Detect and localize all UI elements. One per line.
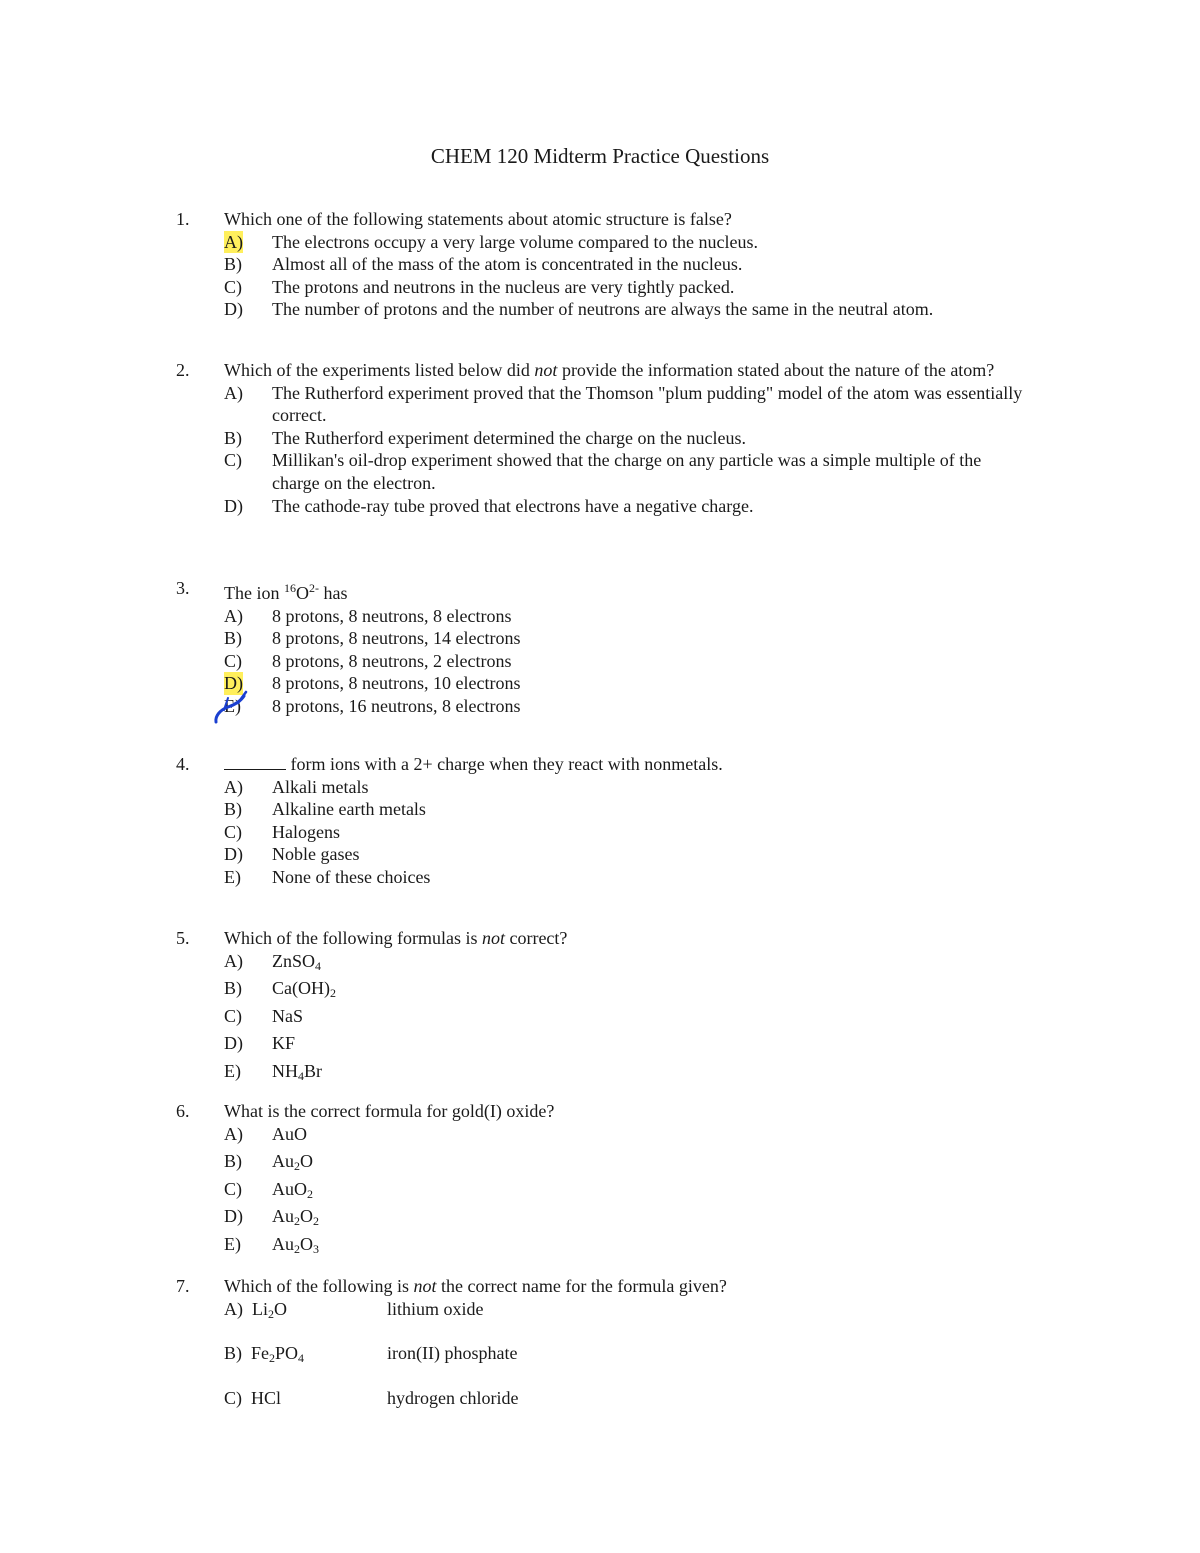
option-label: D) <box>224 1033 243 1054</box>
option-text: The electrons occupy a very large volume compared to the nucleus. <box>272 231 758 252</box>
formula-part: Fe <box>251 1343 269 1364</box>
option-a <box>224 1123 1024 1151</box>
option-label: A) <box>224 605 243 626</box>
option-text: The protons and neutrons in the nucleus are very tightly packed. <box>272 276 735 297</box>
option-b <box>224 427 1024 450</box>
option-label: A) <box>224 950 243 971</box>
chemical-formula <box>272 1205 1024 1233</box>
question-number: 3. <box>176 578 190 598</box>
chemical-formula <box>224 1342 304 1370</box>
option-label: B) <box>224 427 242 448</box>
question-text <box>224 577 1024 605</box>
formula-part: O <box>300 1233 313 1254</box>
chemical-formula <box>272 1005 1024 1033</box>
option-text: The cathode-ray tube proved that electrons have a negative charge. <box>272 495 754 516</box>
option-label: C) <box>224 1178 242 1199</box>
option-e <box>224 1233 1024 1261</box>
fill-in-blank <box>224 754 286 770</box>
formula-subscript: 2 <box>294 1214 300 1229</box>
formula-subscript: 4 <box>298 1068 304 1083</box>
option-b <box>224 627 1024 650</box>
option-d <box>224 495 1024 518</box>
question-6 <box>0 1100 1200 1261</box>
ion-charge: 2- <box>309 581 319 595</box>
option-label: D) <box>224 844 243 865</box>
formula-subscript: 2 <box>329 986 336 1001</box>
option-text: Alkali metals <box>272 776 369 797</box>
option-label: B) <box>224 628 242 649</box>
question-number: 7. <box>176 1276 190 1296</box>
question-7 <box>0 1275 1200 1431</box>
option-label: B) <box>224 799 242 820</box>
question-2 <box>0 359 1200 517</box>
option-c <box>224 821 1024 844</box>
option-label: B) <box>224 1151 242 1172</box>
question-text-emphasis: not <box>413 1276 437 1296</box>
question-text-part: the correct name for the formula given? <box>436 1276 727 1296</box>
formula-part: Li <box>252 1298 268 1319</box>
option-c <box>224 1387 1024 1409</box>
element-symbol: O <box>296 583 309 603</box>
question-text: Which one of the following statements about atomic structure is false? <box>224 209 732 229</box>
question-3 <box>0 577 1200 718</box>
chemical-formula <box>224 1298 287 1326</box>
option-d <box>224 298 1024 321</box>
chemical-formula <box>272 1233 1024 1261</box>
question-text-part: Which of the following is <box>224 1276 414 1296</box>
formula-part: Br <box>304 1060 322 1081</box>
option-a <box>224 382 1024 427</box>
option-label: A) <box>224 1123 243 1144</box>
question-text <box>224 927 1024 950</box>
question-text-part: provide the information stated about the nature of the atom? <box>557 360 995 380</box>
compound-name: hydrogen chloride <box>387 1387 519 1408</box>
pen-scribble-mark <box>210 688 254 726</box>
option-label: C) <box>224 1387 242 1408</box>
question-text-part: Which of the following formulas is <box>224 928 482 948</box>
formula-part: NH <box>272 1060 298 1081</box>
question-text: What is the correct formula for gold(I) oxide? <box>224 1101 555 1121</box>
chemical-formula <box>272 950 1024 978</box>
question-number: 2. <box>176 360 190 380</box>
option-text: 8 protons, 8 neutrons, 14 electrons <box>272 628 521 649</box>
formula-part: NaS <box>272 1005 303 1026</box>
compound-name: iron(II) phosphate <box>387 1343 518 1364</box>
option-label: B) <box>224 254 242 275</box>
option-a <box>224 776 1024 799</box>
option-d <box>224 1205 1024 1233</box>
formula-part: O <box>300 1206 313 1227</box>
question-text-emphasis: not <box>534 360 558 380</box>
option-b <box>224 1150 1024 1178</box>
option-text: 8 protons, 8 neutrons, 8 electrons <box>272 605 512 626</box>
option-e <box>224 1060 1024 1088</box>
option-label: C) <box>224 1005 242 1026</box>
question-text <box>224 359 1024 382</box>
option-label: B) <box>224 1343 242 1364</box>
option-label: B) <box>224 978 242 999</box>
option-label: C) <box>224 650 242 671</box>
option-label: A) <box>224 1298 243 1319</box>
option-d <box>224 1032 1024 1060</box>
formula-part: Au <box>272 1233 294 1254</box>
question-text-emphasis: not <box>481 928 505 948</box>
formula-subscript: 2 <box>313 1214 319 1229</box>
option-d <box>224 843 1024 866</box>
question-text-part: has <box>319 583 348 603</box>
formula-part: AuO <box>272 1123 307 1144</box>
option-c <box>224 1005 1024 1033</box>
formula-part: O <box>300 1151 313 1172</box>
option-label: C) <box>224 821 242 842</box>
formula-subscript: 2 <box>268 1306 274 1321</box>
question-1 <box>0 208 1200 321</box>
option-c <box>224 449 1024 494</box>
page-title: CHEM 120 Midterm Practice Questions <box>430 144 770 168</box>
formula-part: KF <box>272 1033 296 1054</box>
option-text: Noble gases <box>272 844 360 865</box>
formula-subscript: 4 <box>298 1351 305 1366</box>
option-b <box>224 1342 1024 1364</box>
compound-name: lithium oxide <box>387 1298 484 1319</box>
formula-part: HCl <box>251 1387 282 1408</box>
formula-part: Au <box>272 1151 294 1172</box>
chemical-formula <box>272 1032 1024 1060</box>
option-label-crossed: E) <box>224 695 241 716</box>
formula-subscript: 2 <box>294 1159 300 1174</box>
question-4 <box>0 753 1200 889</box>
question-number: 4. <box>176 754 190 774</box>
option-d <box>224 672 1024 695</box>
formula-subscript: 2 <box>307 1186 313 1201</box>
option-e <box>224 695 1024 718</box>
chemical-formula <box>272 1060 1024 1088</box>
option-a <box>224 605 1024 628</box>
option-text: None of these choices <box>272 866 431 887</box>
option-label: D) <box>224 1206 243 1227</box>
option-label-highlighted: D) <box>224 673 243 694</box>
chemical-formula <box>272 1123 1024 1151</box>
option-b <box>224 798 1024 821</box>
option-label: E) <box>224 1233 241 1254</box>
question-number: 1. <box>176 209 190 229</box>
chemical-formula <box>224 1387 281 1415</box>
option-label: C) <box>224 276 242 297</box>
option-text: 8 protons, 8 neutrons, 2 electrons <box>272 650 512 671</box>
chemical-formula <box>272 977 1024 1005</box>
formula-subscript: 2 <box>269 1351 275 1366</box>
option-a <box>224 231 1024 254</box>
question-text-part: form ions with a 2+ charge when they react with nonmetals. <box>286 754 723 774</box>
question-text <box>224 753 1024 776</box>
option-label-highlighted: A) <box>224 231 243 252</box>
question-number: 6. <box>176 1101 190 1121</box>
option-label: A) <box>224 776 243 797</box>
option-label: E) <box>224 1060 241 1081</box>
chemical-formula <box>272 1178 1024 1206</box>
option-text: The number of protons and the number of neutrons are always the same in the neutral atom. <box>272 299 934 320</box>
formula-part: PO <box>275 1343 299 1364</box>
mass-number: 16 <box>284 581 296 595</box>
option-text: Alkaline earth metals <box>272 799 426 820</box>
formula-subscript: 4 <box>315 958 322 973</box>
option-text: Halogens <box>272 821 340 842</box>
formula-subscript: 3 <box>313 1241 319 1256</box>
option-b <box>224 977 1024 1005</box>
option-text: 8 protons, 8 neutrons, 10 electrons <box>272 673 521 694</box>
option-text: Almost all of the mass of the atom is concentrated in the nucleus. <box>272 254 743 275</box>
option-text: The Rutherford experiment determined the charge on the nucleus. <box>272 427 746 448</box>
question-text <box>224 1275 1024 1298</box>
question-number: 5. <box>176 928 190 948</box>
option-e <box>224 866 1024 889</box>
option-text: The Rutherford experiment proved that the Thomson "plum pudding" model of the atom was essentially correct. <box>272 382 1023 426</box>
option-label: C) <box>224 450 242 471</box>
option-a <box>224 1298 1024 1320</box>
option-c <box>224 650 1024 673</box>
formula-subscript: 2 <box>294 1241 300 1256</box>
option-label: D) <box>224 495 243 516</box>
formula-part: O <box>274 1298 287 1319</box>
question-5 <box>0 927 1200 1088</box>
formula-part: AuO <box>272 1178 307 1199</box>
option-label: E) <box>224 866 241 887</box>
question-text-part: correct? <box>504 928 568 948</box>
option-label: A) <box>224 382 243 403</box>
option-text: Millikan's oil-drop experiment showed that the charge on any particle was a simple multiple of the charge on the electron. <box>272 450 982 493</box>
option-c <box>224 1178 1024 1206</box>
option-text: 8 protons, 16 neutrons, 8 electrons <box>272 695 521 716</box>
chemical-formula <box>272 1150 1024 1178</box>
option-label: D) <box>224 299 243 320</box>
option-c <box>224 276 1024 299</box>
option-a <box>224 950 1024 978</box>
question-text-part: Which of the experiments listed below did <box>224 360 535 380</box>
formula-part: ZnSO <box>272 950 316 971</box>
formula-part: Ca(OH) <box>272 978 330 999</box>
formula-part: Au <box>272 1206 294 1227</box>
option-b <box>224 253 1024 276</box>
question-text-part: The ion <box>224 583 284 603</box>
